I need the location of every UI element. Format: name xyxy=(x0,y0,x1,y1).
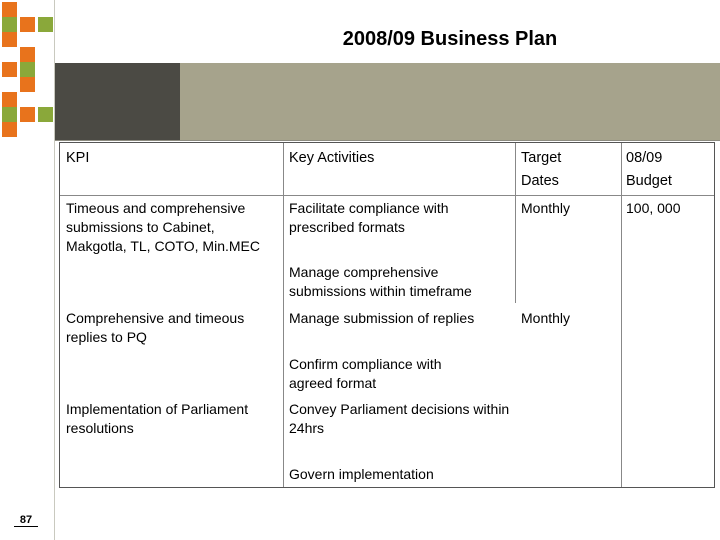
header-key-activities: Key Activities xyxy=(289,150,375,166)
decorative-square xyxy=(38,92,53,107)
header-kpi: KPI xyxy=(66,150,90,166)
header-target-line2: Dates xyxy=(521,173,559,189)
decorative-square xyxy=(38,17,53,32)
row1-kpi: Timeous and comprehensive submissions to Cabinet, Makgotla, TL, COTO, Min.MEC xyxy=(66,200,260,254)
decorative-square xyxy=(2,32,17,47)
decorative-square xyxy=(2,17,17,32)
page-number: 87 xyxy=(14,514,38,527)
row3-kpi: Implementation of Parliament resolutions xyxy=(66,401,249,436)
decorative-square xyxy=(20,122,35,137)
row2-activity-1: Manage submission of replies xyxy=(289,310,475,326)
decorative-square xyxy=(38,62,53,77)
column-divider xyxy=(515,143,516,303)
decorative-strip xyxy=(0,0,55,540)
business-plan-table xyxy=(59,142,715,488)
row1-activity-2: Manage comprehensive submissions within timeframe xyxy=(289,264,472,299)
decorative-square xyxy=(38,122,53,137)
row1-target: Monthly xyxy=(521,200,571,216)
decorative-square xyxy=(20,32,35,47)
row2-activity-2: Confirm compliance with agreed format xyxy=(289,356,442,391)
decorative-square xyxy=(20,47,35,62)
decorative-square xyxy=(2,92,17,107)
row3-activity-1: Convey Parliament decisions within 24hrs xyxy=(289,401,510,436)
decorative-square xyxy=(20,17,35,32)
row1-activity-1: Facilitate compliance with prescribed formats xyxy=(289,200,449,235)
row1-budget: 100, 000 xyxy=(626,200,681,216)
decorative-square xyxy=(38,32,53,47)
decorative-square xyxy=(20,2,35,17)
decorative-square xyxy=(2,47,17,62)
row2-kpi: Comprehensive and timeous replies to PQ xyxy=(66,310,245,345)
decorative-square xyxy=(2,2,17,17)
decorative-square xyxy=(20,92,35,107)
header-row-divider xyxy=(60,195,714,196)
header-budget-line2: Budget xyxy=(626,173,672,189)
header-target-line1: Target xyxy=(521,150,562,166)
header-target-dates xyxy=(521,147,561,193)
decorative-square xyxy=(2,77,17,92)
decorative-square xyxy=(2,122,17,137)
slide-title: 2008/09 Business Plan xyxy=(342,28,558,50)
decorative-square xyxy=(20,77,35,92)
decorative-square xyxy=(2,107,17,122)
decorative-square xyxy=(38,107,53,122)
row2-target: Monthly xyxy=(521,310,571,326)
decorative-square xyxy=(20,107,35,122)
decorative-square xyxy=(20,62,35,77)
decorative-square xyxy=(2,62,17,77)
header-budget xyxy=(626,147,672,193)
decorative-square xyxy=(38,77,53,92)
decorative-square xyxy=(38,2,53,17)
row3-activity-2: Govern implementation xyxy=(289,466,434,482)
header-rule xyxy=(55,140,720,141)
header-budget-line1: 08/09 xyxy=(626,150,663,166)
decorative-square xyxy=(38,47,53,62)
